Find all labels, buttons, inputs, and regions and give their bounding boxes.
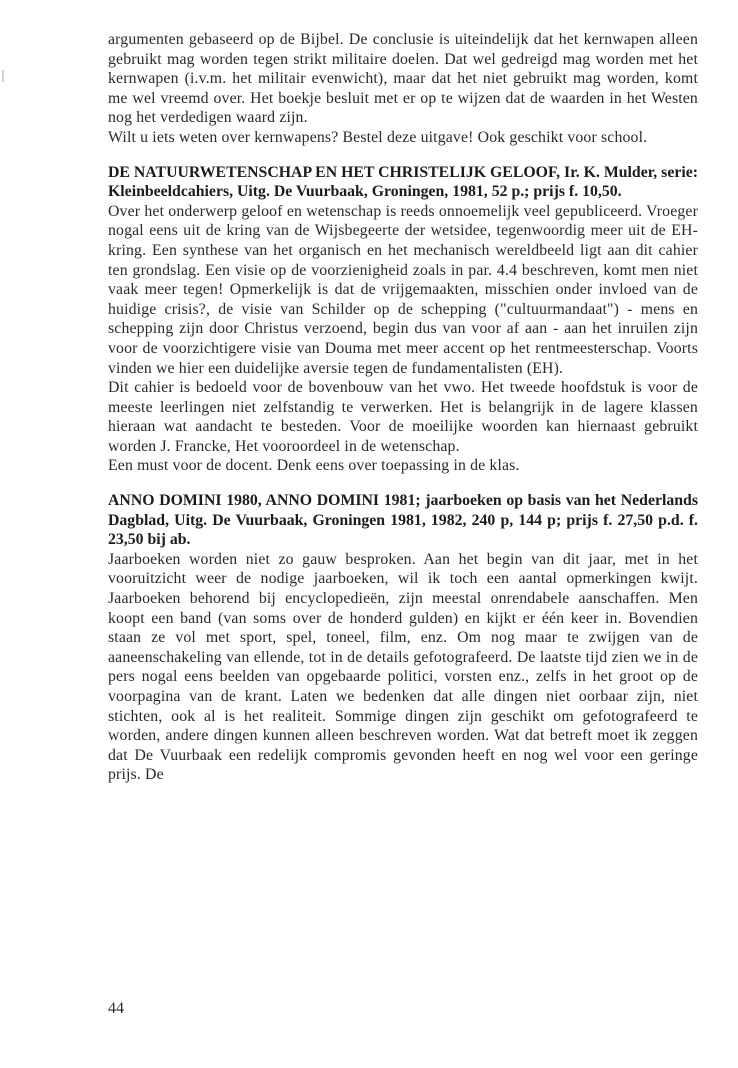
review-natuurwetenschap (108, 163, 698, 477)
scan-edge-mark (2, 70, 4, 82)
review-1-heading: DE NATUURWETENSCHAP EN HET CHRISTELIJK GELOOF, Ir. K. Mulder, serie: Kleinbeeldcahiers, Uitg. De Vuurbaak, Groningen, 1981, 52 p.; prijs f. 10,50. (108, 163, 699, 201)
intro-section (108, 30, 698, 148)
review-2-heading: ANNO DOMINI 1980, ANNO DOMINI 1981; jaarboeken op basis van het Nederlands Dagblad, Uitg. De Vuurbaak, Groningen 1981, 1982, 240 p, 144 p; prijs f. 27,50 p.d. f. 23,50 bij ab. (108, 492, 698, 549)
review-1-paragraph-3: Een must voor de docent. Denk eens over toepassing in de klas. (108, 457, 520, 475)
document-page (108, 30, 698, 785)
intro-paragraph-2: Wilt u iets weten over kernwapens? Bestel deze uitgave! Ook geschikt voor school. (108, 128, 648, 146)
review-1-paragraph-2: Dit cahier is bedoeld voor de bovenbouw van het vwo. Het tweede hoofdstuk is voor de meeste leerlingen niet zelfstandig te verwerken. Het is belangrijk in de lagere klassen hieraan wat aandacht te besteden. Voor de moeilijke woorden kan hiernaast gebruikt worden J. Francke, Het vooroordeel in de wetenschap. (108, 379, 698, 455)
intro-paragraph-1: argumenten gebaseerd op de Bijbel. De conclusie is uiteindelijk dat het kernwapen alleen gebruikt mag worden tegen strikt militaire doelen. Dat wel gedreigd mag worden met het kernwapen (i.v.m. het militair evenwicht), maar dat het niet gebruikt mag worden, komt me wel vreemd over. Het boekje besluit met er op te wijzen dat de waarden in het Westen nog het verdedigen waard zijn. (108, 31, 698, 127)
review-1-paragraph-1: Over het onderwerp geloof en wetenschap is reeds onnoemelijk veel gepubliceerd. Vroeger nogal eens uit de kring van de Wijsbegeerte der wetsidee, tegenwoordig meer uit de EH-kring. Een synthese van het organisch en het mechanisch wereldbeeld ligt aan dit cahier ten grondslag. Een visie op de voorzienigheid zoals in par. 4.4 beschreven, komt men niet vaak meer tegen! Opmerkelijk is dat de vrijgemaakten, misschien onder invloed van de huidige crisis?, de visie van Schilder op de schepping ("cultuurmandaat") - mens en schepping zijn door Christus verzoend, begin dus van voor af aan - aan het inruilen zijn voor de voorzichtigere visie van Douma met meer accent op het rentmeesterschap. Voorts vinden we hier een duidelijke aversie tegen de fundamentalisten (EH). (108, 202, 698, 377)
page-number: 44 (108, 1000, 124, 1017)
review-anno-domini (108, 491, 698, 785)
review-2-paragraph-1: Jaarboeken worden niet zo gauw besproken. Aan het begin van dit jaar, met in het vooruitzicht weer de nodige jaarboeken, wil ik toch een aantal opmerkingen kwijt. Jaarboeken behorend bij encyclopedieën, zijn meestal onrendabele aanschaffen. Men koopt een band (van soms over de honderd gulden) en kijkt er één keer in. Bovendien staan ze vol met sport, spel, toneel, film, enz. Om nog maar te zwijgen van de aaneenschakeling van ellende, tot in de details gefotografeerd. De laatste tijd zien we in de pers nogal eens beelden van opgebaarde politici, vorsten enz., zelfs in het groot op de voorpagina van de krant. Laten we bedenken dat alle dingen niet oorbaar zijn, niet stichten, ook al is het realiteit. Sommige dingen zijn geschikt om gefotografeerd te worden, andere dingen kunnen alleen beschreven worden. Wat dat betreft moet ik zeggen dat De Vuurbaak een redelijk compromis gevonden heeft en nog wel voor een geringe prijs. De (108, 550, 698, 784)
